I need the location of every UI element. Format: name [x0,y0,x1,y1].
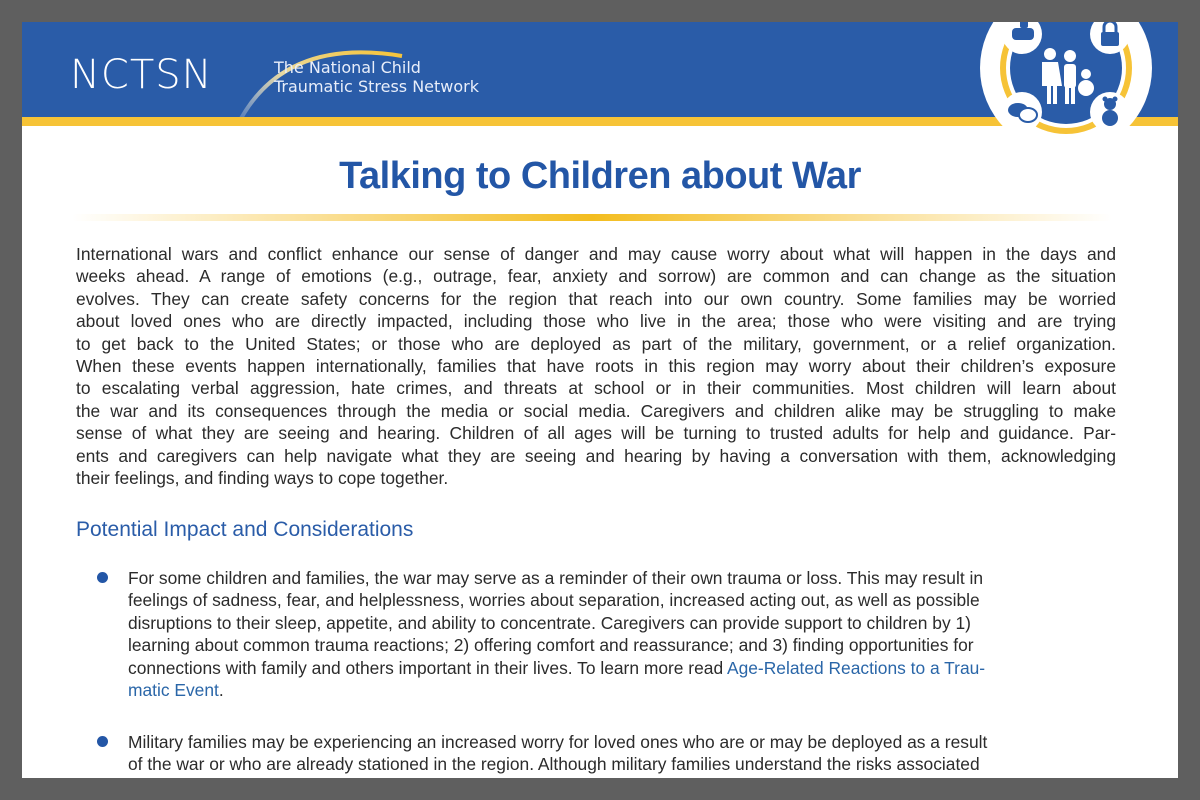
intro-line: their feelings, and finding ways to cope together. [76,468,449,489]
intro-line: ents and caregivers can help navigate what they are seeing and hearing by having a conversation with them, acknowledging [76,445,1116,466]
intro-line: When these events happen internationally, families that have roots in this region may worry about their children’s exposure [76,356,1116,377]
intro-line: evolves. They can create safety concerns for the region that reach into our own country. Some families may be worried [76,288,1116,309]
age-related-reactions-link-cont[interactable]: matic Event [128,680,219,701]
intro-line: weeks ahead. A range of emotions (e.g., outrage, fear, anxiety and sorrow) are common and can change as the situation [76,266,1116,287]
intro-paragraph [76,243,1126,489]
org-name-line-2: Traumatic Stress Network [274,77,479,96]
intro-line: the war and its consequences through the media or social media. Caregivers and children alike may be struggling to make [76,400,1116,421]
bullet-line: For some children and families, the war may serve as a reminder of their own trauma or loss. This may result in [128,568,984,588]
nctsn-logo: NCTSN [70,52,213,98]
bullet-dot-icon [97,572,108,583]
organization-name [274,58,479,96]
bullet-line: learning about common trauma reactions; 2) offering comfort and reassurance; and 3) finding opportunities for [128,635,974,656]
bullet-line-text: . [218,680,224,701]
bullet-line-text: connections with family and others important in their lives. To learn more read [128,657,727,678]
bullet-line: of the war or who are already stationed in the region. Although military families understand the risks associated [128,754,980,775]
bullet-line [128,679,1088,701]
bullet-line: feelings of sadness, fear, and helplessness, worries about separation, increased acting out, as well as possible [128,590,980,611]
org-name-line-1: The National Child [274,58,421,77]
document-page [22,22,1178,778]
document-title: Talking to Children about War [339,155,861,197]
intro-line: International wars and conflict enhance our sense of danger and may cause worry about what will happen in the days and [76,244,1116,264]
section-heading: Potential Impact and Considerations [76,518,414,541]
bullet-dot-icon [97,736,108,747]
intro-line: to escalating verbal aggression, hate crimes, and threats at school or in their communities. Most children will learn about [76,378,1116,399]
title-divider [72,214,1112,221]
bullet-text [128,731,1088,776]
age-related-reactions-link[interactable]: Age-Related Reactions to a Trau- [726,657,986,678]
bullet-line [128,657,1088,679]
bullet-line: disruptions to their sleep, appetite, and ability to concentrate. Caregivers can provide support to children by 1) [128,612,971,633]
family-emblem [980,22,1152,154]
intro-line: to get back to the United States; or those who are deployed as part of the military, government, or a relief organization. [76,333,1116,354]
intro-line: sense of what they are seeing and hearing. Children of all ages will be turning to trusted adults for help and guidance. Par- [76,423,1116,444]
intro-line: about loved ones who are directly impacted, including those who live in the area; those who were visiting and are trying [76,311,1116,332]
bullet-line: Military families may be experiencing an increased worry for loved ones who are or may be deployed as a result [128,732,988,752]
bullet-text [128,567,1088,701]
